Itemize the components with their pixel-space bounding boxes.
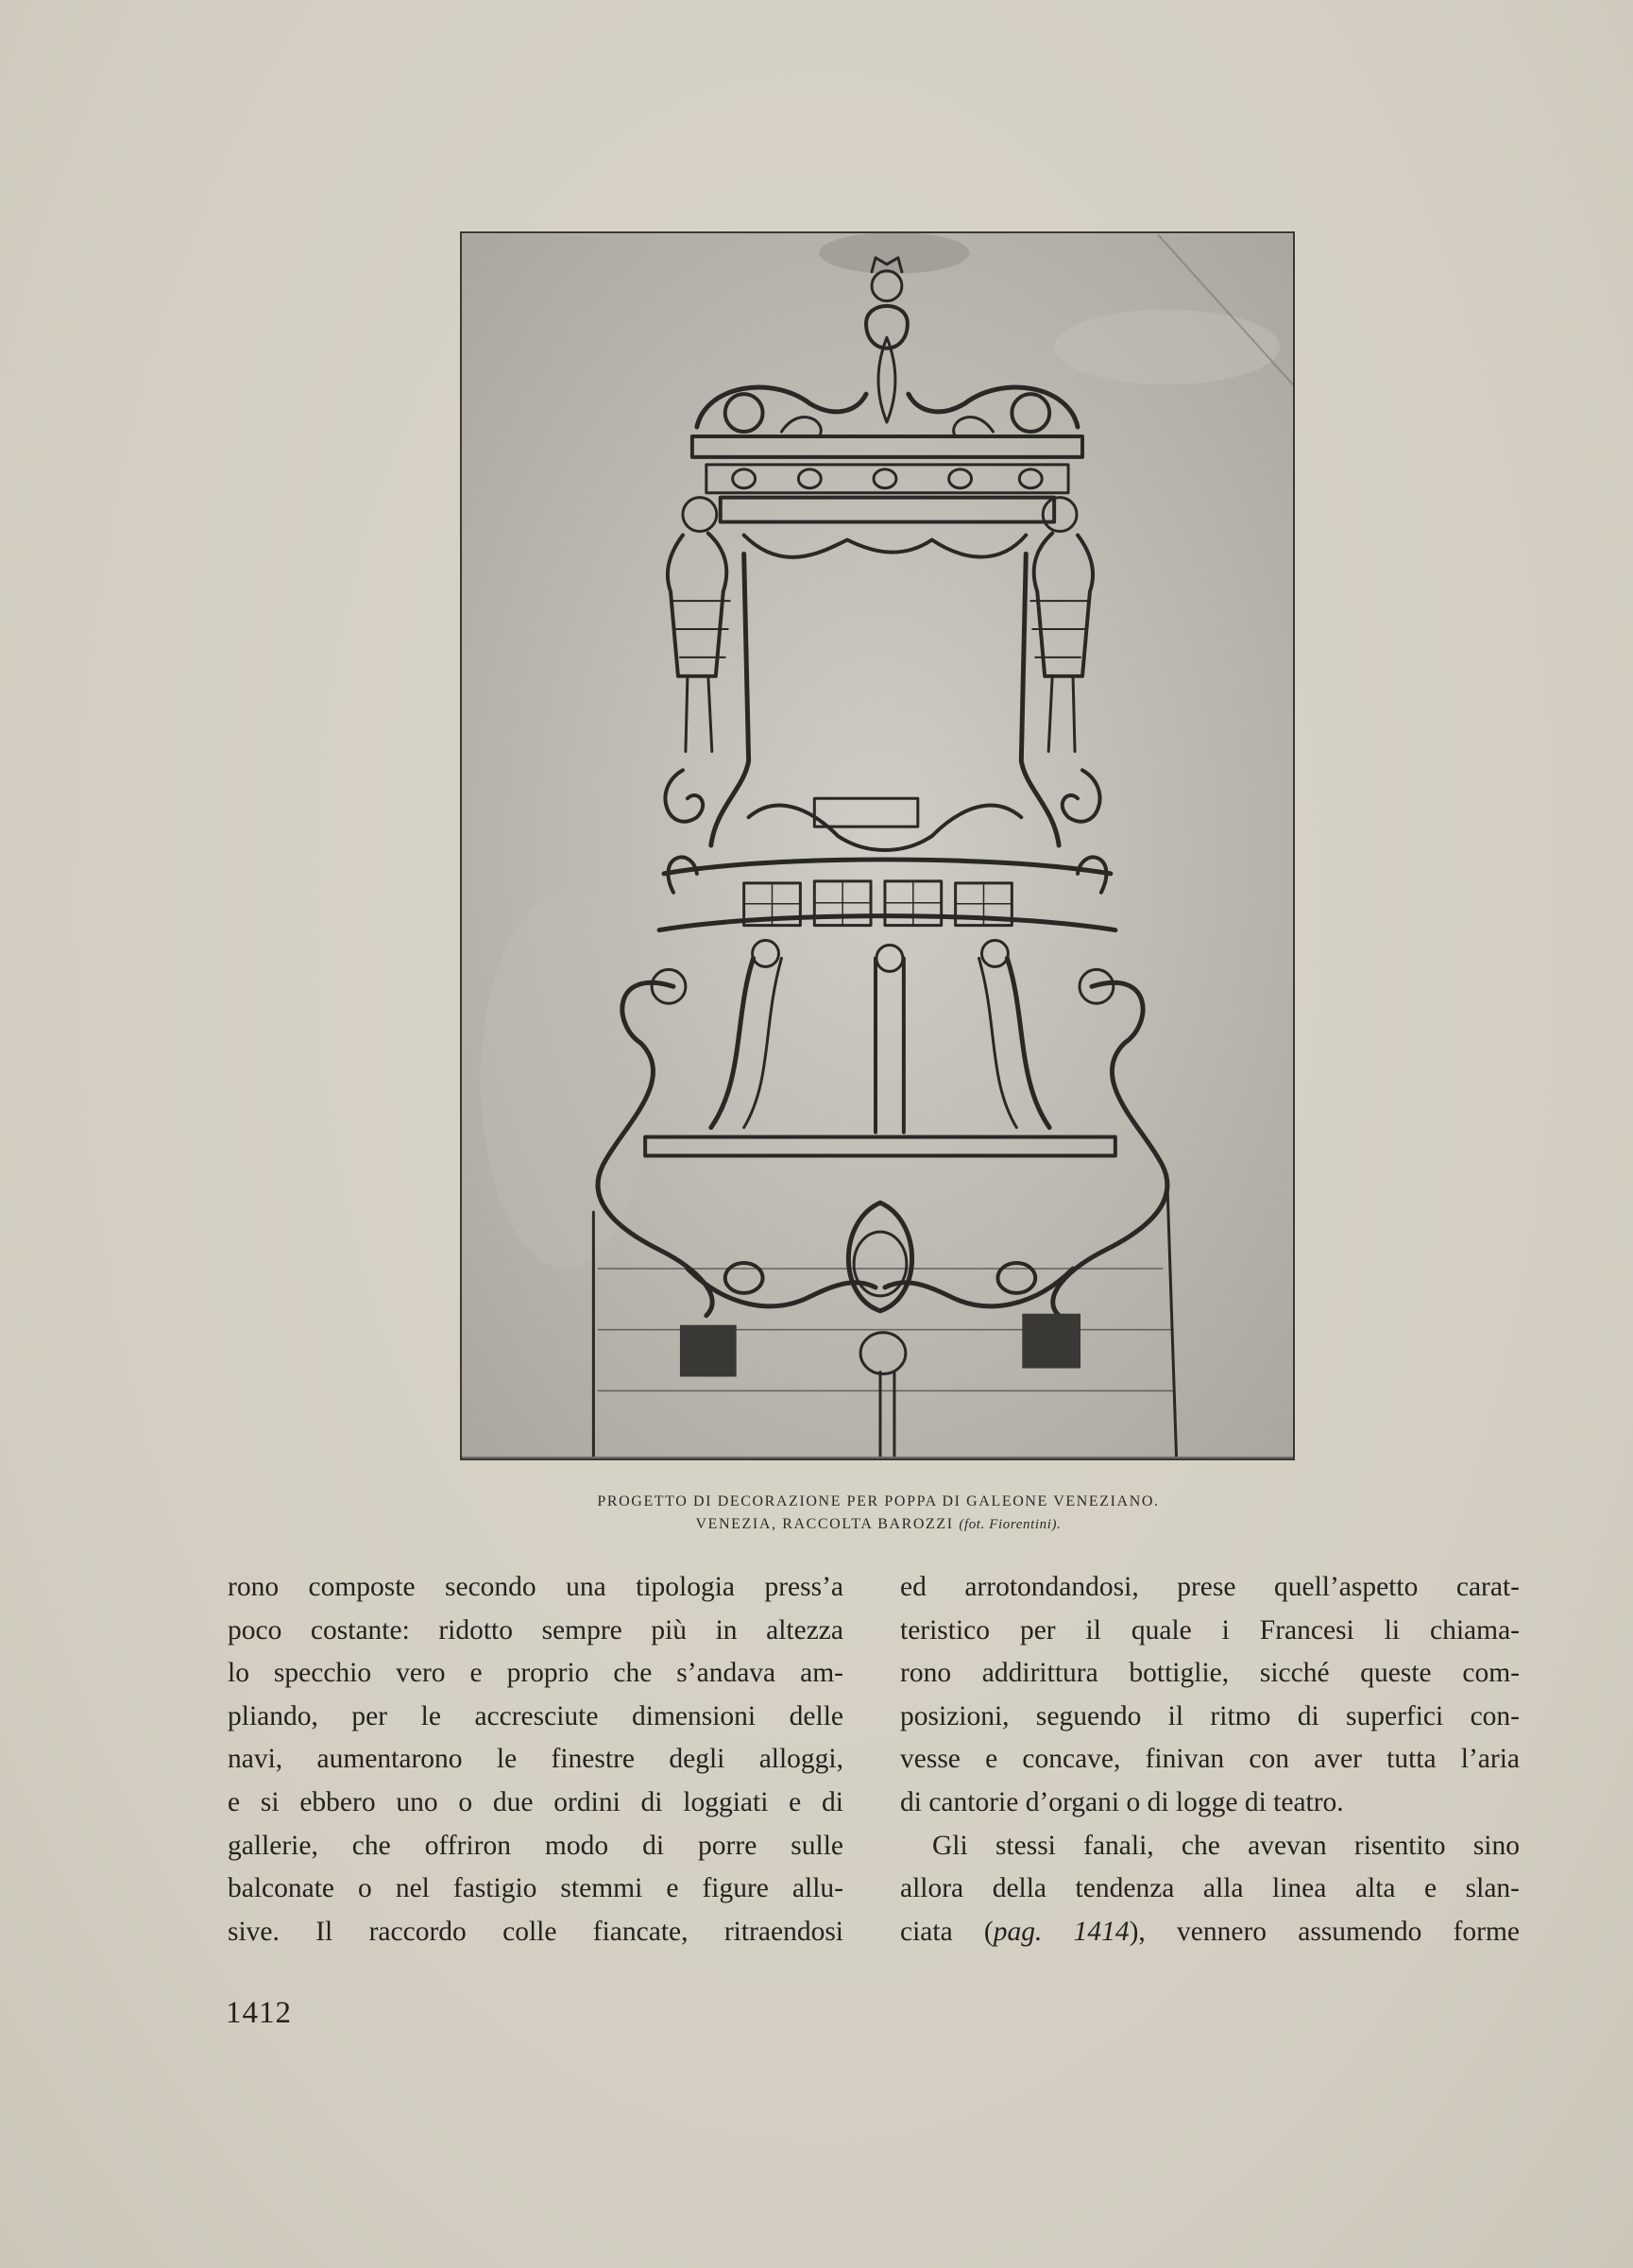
text-line: pliando, per le accresciute dimensioni delle bbox=[228, 1700, 843, 1731]
text-line: lo specchio vero e proprio che s’andava am- bbox=[228, 1658, 843, 1689]
caption-line-1: PROGETTO DI DECORAZIONE PER POPPA DI GALEONE VENEZIANO. bbox=[597, 1493, 1160, 1509]
figure-caption bbox=[491, 1491, 1266, 1536]
text-line: rono composte secondo una tipologia press’a bbox=[228, 1572, 843, 1602]
text-line-with-reference bbox=[900, 1911, 1520, 1954]
stern-drawing-image bbox=[462, 233, 1293, 1458]
text-column-left bbox=[228, 1566, 843, 1953]
text-line: vesse e concave, finivan con aver tutta l’aria bbox=[900, 1744, 1520, 1775]
page-reference: pag. 1414 bbox=[993, 1916, 1130, 1947]
text-line: Gli stessi fanali, che avevan risentito sino bbox=[932, 1830, 1520, 1861]
caption-line-2 bbox=[491, 1513, 1266, 1536]
caption-source: VENEZIA, RACCOLTA BAROZZI bbox=[695, 1516, 954, 1532]
text-column-right bbox=[900, 1566, 1520, 1953]
text-line: posizioni, seguendo il ritmo di superfici con- bbox=[900, 1700, 1520, 1731]
page-number: 1412 bbox=[226, 1996, 292, 2030]
text-fragment: ciata ( bbox=[900, 1916, 994, 1947]
text-line: allora della tendenza alla linea alta e slan- bbox=[900, 1873, 1520, 1904]
text-line: sive. Il raccordo colle fiancate, ritraendosi bbox=[228, 1916, 843, 1947]
text-line: rono addirittura bottiglie, sicché queste com- bbox=[900, 1658, 1520, 1689]
caption-credit: (fot. Fiorentini). bbox=[959, 1517, 1062, 1532]
text-line: navi, aumentarono le finestre degli alloggi, bbox=[228, 1744, 843, 1775]
illustration-plate bbox=[460, 231, 1295, 1460]
text-fragment: ), vennero assumendo forme bbox=[1129, 1916, 1521, 1947]
text-line: poco costante: ridotto sempre più in altezza bbox=[228, 1614, 843, 1646]
text-line: balconate o nel fastigio stemmi e figure allu- bbox=[228, 1873, 843, 1904]
text-line: gallerie, che offriron modo di porre sulle bbox=[228, 1830, 843, 1861]
text-line: teristico per il quale i Francesi li chiama- bbox=[900, 1614, 1520, 1646]
text-line: di cantorie d’organi o di logge di teatro. bbox=[900, 1786, 1344, 1817]
text-line: ed arrotondandosi, prese quell’aspetto carat- bbox=[900, 1572, 1520, 1602]
text-line: e si ebbero uno o due ordini di loggiati e di bbox=[228, 1786, 843, 1817]
